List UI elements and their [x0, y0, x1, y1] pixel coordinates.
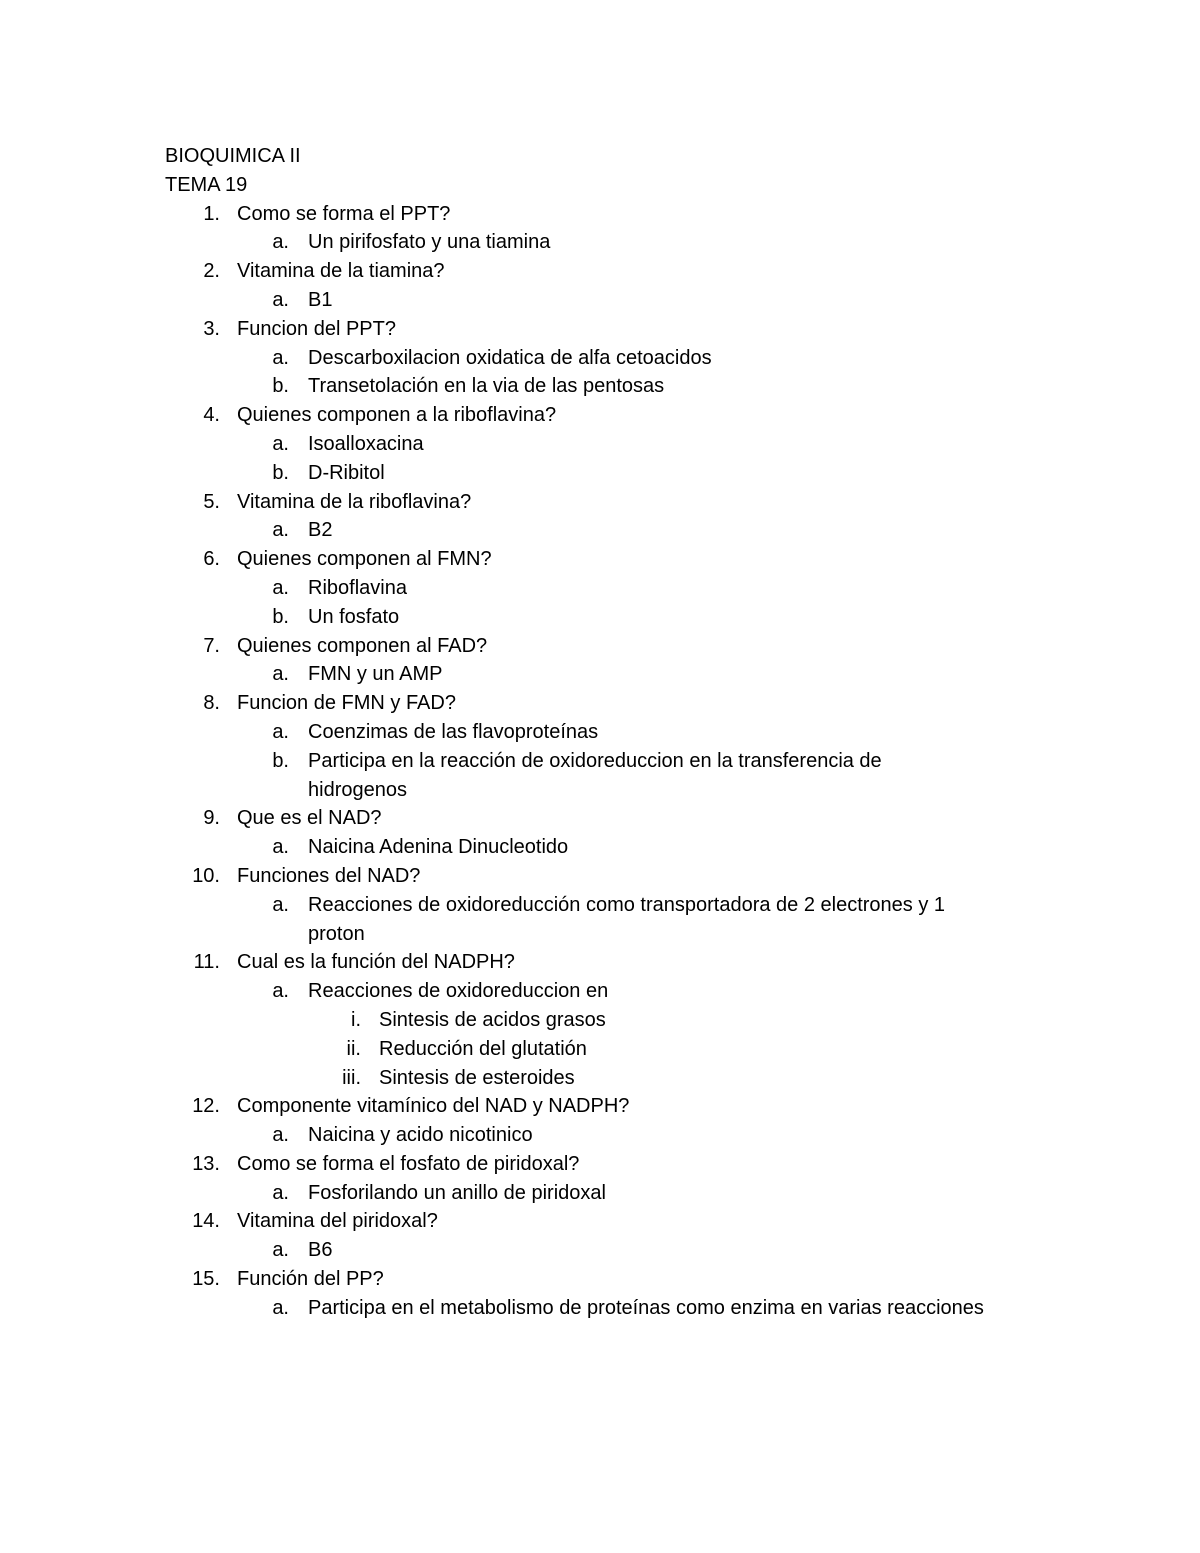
question-item	[165, 545, 1065, 574]
question-item	[165, 804, 1065, 833]
answer-text: Riboflavina	[308, 576, 407, 599]
answer-marker: b.	[272, 461, 289, 484]
answer-text: B2	[308, 519, 333, 542]
question-item	[165, 689, 1065, 718]
sub-answer-item	[165, 1006, 1065, 1035]
answer-item	[165, 574, 1065, 603]
answer-item	[165, 516, 1065, 545]
answer-marker: a.	[272, 288, 289, 311]
answer-text: Un fosfato	[308, 605, 400, 628]
answer-item	[165, 286, 1065, 315]
sub-answer-text: Sintesis de acidos grasos	[379, 1008, 606, 1031]
question-item	[165, 1150, 1065, 1179]
answer-text: hidrogenos	[308, 778, 407, 801]
answer-marker: a.	[272, 663, 289, 686]
answer-item	[165, 1121, 1065, 1150]
question-text: Vitamina de la riboflavina?	[237, 490, 472, 513]
answer-text: B6	[308, 1239, 333, 1262]
answer-text: Descarboxilacion oxidatica de alfa cetoacidos	[308, 346, 712, 369]
sub-answer-marker: ii.	[346, 1037, 361, 1060]
answer-text: Reacciones de oxidoreduccion en	[308, 980, 609, 1003]
question-item	[165, 315, 1065, 344]
answer-text: Coenzimas de las flavoproteínas	[308, 720, 599, 743]
question-text: Funciones del NAD?	[237, 864, 421, 887]
answer-item	[165, 747, 1065, 776]
answer-text: Naicina y acido nicotinico	[308, 1124, 533, 1147]
answer-continuation	[165, 776, 1065, 805]
answer-item	[165, 1294, 1065, 1323]
answer-text: B1	[308, 288, 333, 311]
answer-marker: a.	[272, 1124, 289, 1147]
question-item	[165, 1265, 1065, 1294]
question-number: 10.	[192, 864, 220, 887]
course-title: BIOQUIMICA II	[165, 145, 301, 167]
question-item	[165, 200, 1065, 229]
answer-marker: a.	[272, 720, 289, 743]
question-text: Vitamina de la tiamina?	[237, 260, 445, 283]
question-item	[165, 1092, 1065, 1121]
answer-text: Fosforilando un anillo de piridoxal	[308, 1181, 606, 1204]
question-item	[165, 488, 1065, 517]
question-item	[165, 257, 1065, 286]
answer-marker: a.	[272, 231, 289, 254]
question-text: Función del PP?	[237, 1268, 384, 1291]
answer-marker: a.	[272, 980, 289, 1003]
answer-text: Un pirifosfato y una tiamina	[308, 231, 551, 254]
question-text: Componente vitamínico del NAD y NADPH?	[237, 1095, 630, 1118]
sub-answer-marker: iii.	[342, 1066, 361, 1089]
answer-marker: a.	[272, 1181, 289, 1204]
answer-marker: b.	[272, 605, 289, 628]
question-text: Como se forma el PPT?	[237, 202, 451, 225]
question-text: Funcion del PPT?	[237, 317, 396, 340]
question-number: 1.	[203, 202, 220, 225]
answer-item	[165, 430, 1065, 459]
answer-marker: a.	[272, 519, 289, 542]
answer-item	[165, 372, 1065, 401]
answer-text: Reacciones de oxidoreducción como transportadora de 2 electrones y 1	[308, 893, 946, 916]
question-item	[165, 401, 1065, 430]
answer-text: Transetolación en la via de las pentosas	[308, 375, 665, 398]
question-number: 11.	[193, 951, 220, 974]
question-number: 9.	[203, 807, 220, 830]
answer-item	[165, 718, 1065, 747]
question-number: 4.	[203, 404, 220, 427]
question-number: 13.	[192, 1152, 220, 1175]
question-text: Cual es la función del NADPH?	[237, 951, 515, 974]
answer-marker: a.	[272, 893, 289, 916]
question-number: 12.	[192, 1095, 220, 1118]
question-number: 7.	[203, 634, 220, 657]
answer-item	[165, 977, 1065, 1006]
answer-marker: a.	[272, 576, 289, 599]
answer-item	[165, 228, 1065, 257]
question-number: 5.	[203, 490, 220, 513]
answer-marker: a.	[272, 1296, 289, 1319]
question-number: 14.	[192, 1210, 220, 1233]
question-text: Quienes componen a la riboflavina?	[237, 404, 557, 427]
sub-answer-text: Sintesis de esteroides	[379, 1066, 575, 1089]
question-item	[165, 862, 1065, 891]
answer-marker: a.	[272, 836, 289, 859]
answer-text: Participa en el metabolismo de proteínas como enzima en varias reacciones	[308, 1296, 984, 1319]
answer-text: D-Ribitol	[308, 461, 385, 484]
answer-item	[165, 833, 1065, 862]
answer-marker: a.	[272, 1239, 289, 1262]
question-text: Que es el NAD?	[237, 807, 382, 830]
question-number: 2.	[203, 260, 220, 283]
answer-item	[165, 1179, 1065, 1208]
sub-answer-marker: i.	[351, 1008, 361, 1031]
answer-text: Isoalloxacina	[308, 432, 424, 455]
document-body	[165, 142, 1065, 1323]
question-number: 8.	[203, 692, 220, 715]
answer-item	[165, 1236, 1065, 1265]
question-item	[165, 1207, 1065, 1236]
answer-marker: b.	[272, 749, 289, 772]
sub-answer-item	[165, 1035, 1065, 1064]
question-number: 6.	[203, 548, 220, 571]
answer-item	[165, 459, 1065, 488]
question-text: Quienes componen al FMN?	[237, 548, 492, 571]
question-item	[165, 948, 1065, 977]
answer-text: Naicina Adenina Dinucleotido	[308, 836, 569, 859]
answer-item	[165, 660, 1065, 689]
answer-marker: b.	[272, 375, 289, 398]
question-text: Vitamina del piridoxal?	[237, 1210, 438, 1233]
question-item	[165, 632, 1065, 661]
answer-item	[165, 603, 1065, 632]
answer-text: Participa en la reacción de oxidoreduccion en la transferencia de	[308, 749, 882, 772]
sub-answer-item	[165, 1064, 1065, 1093]
answer-text: FMN y un AMP	[308, 663, 443, 686]
question-text: Funcion de FMN y FAD?	[237, 692, 456, 715]
answer-marker: a.	[272, 432, 289, 455]
question-number: 3.	[203, 317, 220, 340]
question-number: 15.	[192, 1268, 220, 1291]
question-text: Como se forma el fosfato de piridoxal?	[237, 1152, 580, 1175]
answer-item	[165, 891, 1065, 920]
answer-item	[165, 344, 1065, 373]
answer-continuation	[165, 920, 1065, 949]
answer-text: proton	[308, 922, 365, 945]
question-list	[165, 200, 1065, 1323]
question-text: Quienes componen al FAD?	[237, 634, 488, 657]
sub-answer-text: Reducción del glutatión	[379, 1037, 587, 1060]
topic-title: TEMA 19	[165, 173, 248, 196]
answer-marker: a.	[272, 346, 289, 369]
